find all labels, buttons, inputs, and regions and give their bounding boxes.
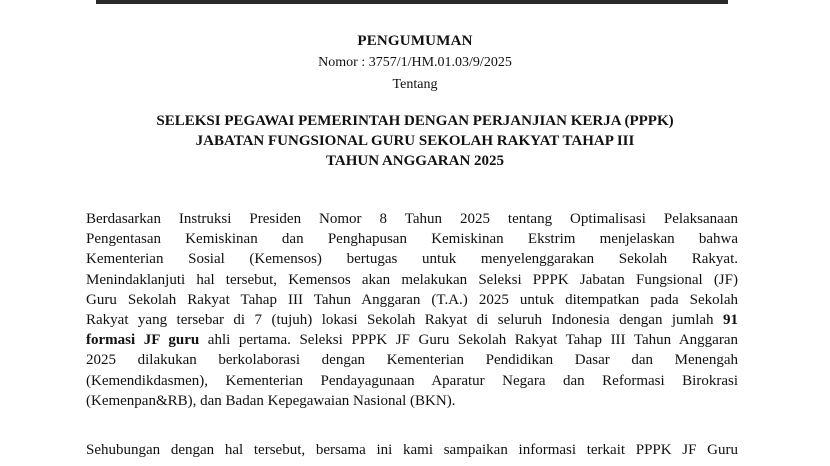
paragraph-line: (Kemenpan&RB), dan Badan Kepegawaian Nasional (BKN).: [86, 392, 456, 409]
title-line-2: JABATAN FUNGSIONAL GURU SEKOLAH RAKYAT TAHAP III: [195, 133, 635, 149]
document-about-label: Tentang: [392, 77, 438, 92]
body-paragraph-2: [86, 440, 738, 460]
paragraph-text: ahli pertama. Seleksi PPPK JF Guru Sekolah Rakyat Tahap III Tahun Anggaran: [199, 332, 738, 349]
document-type-heading: PENGUMUMAN: [357, 33, 473, 49]
paragraph-line: 2025 dilakukan berkolaborasi dengan Kementerian Pendidikan Dasar dan Menengah: [86, 352, 738, 369]
paragraph-line: Pengentasan Kemiskinan dan Penghapusan Kemiskinan Ekstrim menjelaskan bahwa: [86, 231, 738, 248]
top-border-rule: [96, 0, 728, 4]
paragraph-line: Menindaklanjuti hal tersebut, Kemensos akan melakukan Seleksi PPPK Jabatan Fungsional (JF): [86, 271, 738, 288]
formation-label-bold: formasi JF guru: [86, 332, 200, 349]
paragraph-line: Kementerian Sosial (Kemensos) bertugas untuk menyelenggarakan Sekolah Rakyat.: [86, 251, 738, 268]
paragraph-line: [86, 330, 738, 350]
paragraph-line: Berdasarkan Instruksi Presiden Nomor 8 Tahun 2025 tentang Optimalisasi Pelaksanaan: [86, 211, 738, 227]
title-line-1: SELEKSI PEGAWAI PEMERINTAH DENGAN PERJANJIAN KERJA (PPPK): [156, 113, 674, 129]
formation-count-bold: 91: [723, 311, 738, 328]
paragraph-line: [86, 310, 738, 330]
document-number: Nomor : 3757/1/HM.01.03/9/2025: [318, 55, 512, 70]
title-line-3: TAHUN ANGGARAN 2025: [325, 153, 505, 169]
paragraph-line: (Kemendikdasmen), Kementerian Pendayagunaan Aparatur Negara dan Reformasi Birokrasi: [86, 372, 738, 389]
paragraph-text: Rakyat yang tersebar di 7 (tujuh) lokasi Sekolah Rakyat di seluruh Indonesia dengan jumlah: [86, 311, 723, 328]
body-paragraph-1: [86, 209, 738, 411]
paragraph-line: Guru Sekolah Rakyat Tahap III Tahun Anggaran (T.A.) 2025 untuk ditempatkan pada Sekolah: [86, 291, 738, 308]
paragraph-line: Sehubungan dengan hal tersebut, bersama ini kami sampaikan informasi terkait PPPK JF Guru: [86, 442, 738, 458]
